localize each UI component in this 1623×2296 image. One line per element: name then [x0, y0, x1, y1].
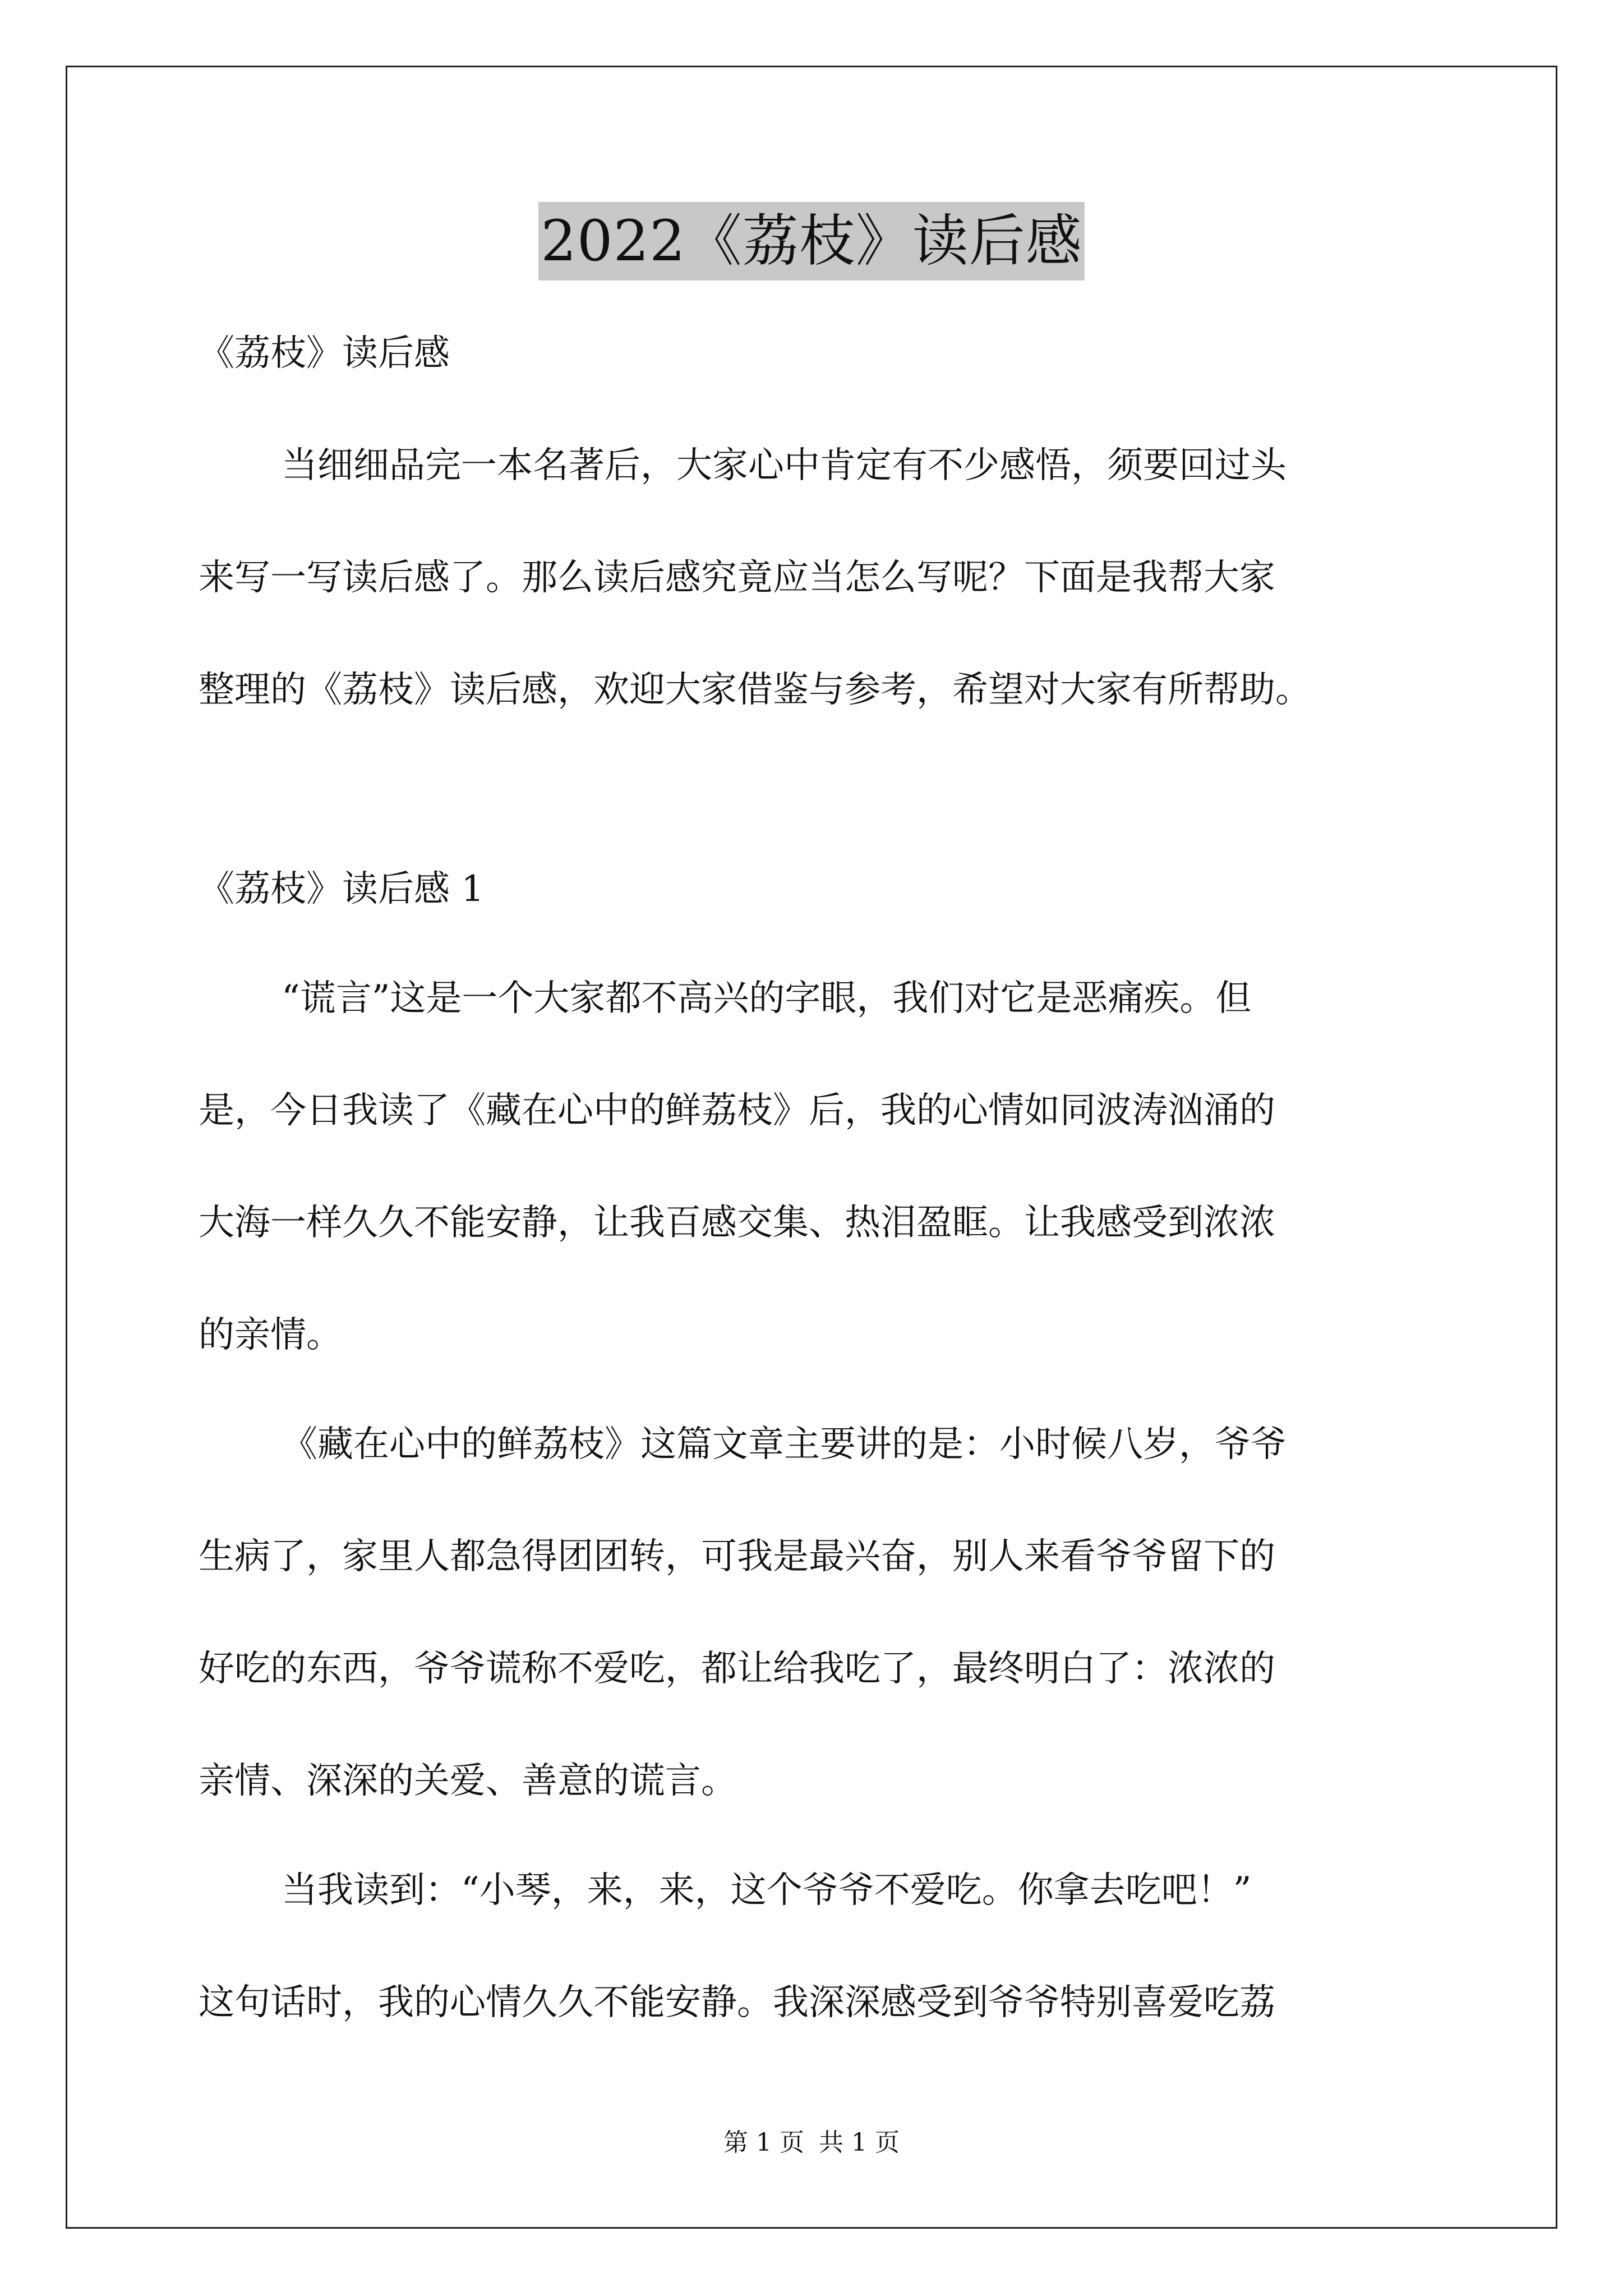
text-line: 是，今日我读了《藏在心中的鲜荔枝》后，我的心情如同波涛汹涌的 — [199, 1090, 1275, 1131]
text-line: 的亲情。 — [199, 1314, 342, 1356]
page-total: 共 1 页 — [819, 2128, 900, 2157]
document-title: 2022《荔枝》读后感 — [538, 202, 1085, 280]
text-line: 当我读到：“小琴，来，来，这个爷爷不爱吃。你拿去吃吧！” — [282, 1870, 1252, 1911]
text-line: 大海一样久久不能安静，让我百感交集、热泪盈眶。让我感受到浓浓 — [199, 1202, 1275, 1244]
text-line: 来写一写读后感了。那么读后感究竟应当怎么写呢？下面是我帮大家 — [199, 557, 1275, 599]
section-heading: 《荔枝》读后感 1 — [199, 868, 485, 910]
title-container — [0, 202, 1623, 280]
text-line: 整理的《荔枝》读后感，欢迎大家借鉴与参考，希望对大家有所帮助。 — [199, 669, 1311, 711]
page-footer — [0, 2126, 1623, 2160]
text-line: 当细细品完一本名著后，大家心中肯定有不少感悟，须要回过头 — [282, 445, 1287, 486]
text-line: “谎言”这是一个大家都不高兴的字眼，我们对它是恶痛疾。但 — [282, 978, 1252, 1019]
text-line: 亲情、深深的关爱、善意的谎言。 — [199, 1760, 737, 1802]
page-number: 第 1 页 — [723, 2128, 804, 2157]
text-line: 《藏在心中的鲜荔枝》这篇文章主要讲的是：小时候八岁，爷爷 — [282, 1424, 1287, 1465]
text-line: 好吃的东西，爷爷谎称不爱吃，都让给我吃了，最终明白了：浓浓的 — [199, 1648, 1275, 1690]
section-heading: 《荔枝》读后感 — [199, 333, 450, 374]
text-line: 生病了，家里人都急得团团转，可我是最兴奋，别人来看爷爷留下的 — [199, 1536, 1275, 1577]
text-line: 这句话时，我的心情久久不能安静。我深深感受到爷爷特别喜爱吃荔 — [199, 1982, 1275, 2023]
